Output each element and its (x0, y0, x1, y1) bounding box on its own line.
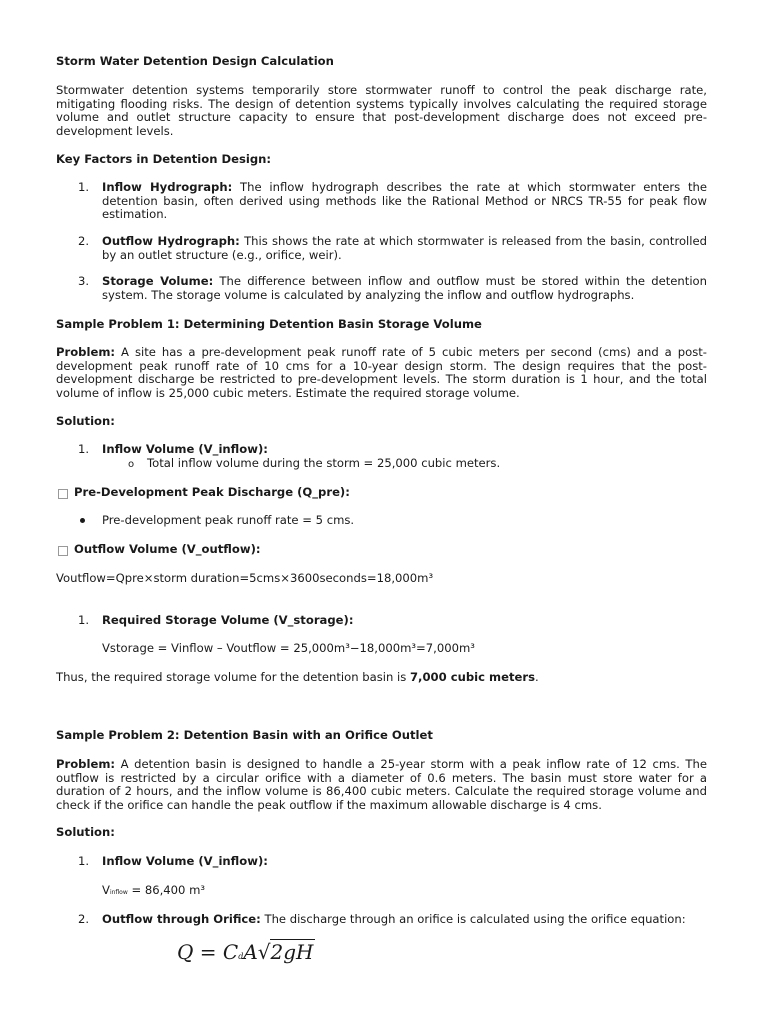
step-detail: Pre-development peak runoff rate = 5 cms. (102, 513, 355, 527)
key-factor-text: This shows the rate at which stormwater is released from the basin, controlled by an outlet structure (e.g., orifice, weir). (102, 234, 707, 262)
problem2-heading: Sample Problem 2: Detention Basin with an Orifice Outlet (56, 728, 433, 742)
step-label: Outflow through Orifice: (102, 912, 261, 926)
document-title: Storm Water Detention Design Calculation (56, 54, 334, 68)
problem-label: Problem: (56, 345, 116, 359)
checkbox-glyph-icon (58, 546, 68, 556)
list-number: 2. (78, 234, 90, 248)
key-factor-item (102, 235, 707, 262)
list-number: 1. (78, 854, 90, 868)
intro-paragraph: Stormwater detention systems temporarily store stormwater runoff to control the peak discharge rate, mitigating flooding risks. The design of detention systems typically involves calculating the required storage volume and outlet structure capacity to ensure that post-development discharge does not exceed pre-development levels. (56, 83, 707, 138)
step-label: Inflow Volume (V_inflow): (102, 854, 268, 868)
orifice-step (102, 913, 707, 927)
outflow-equation: Voutflow=Qpre×storm duration=5cms×3600seconds=18,000m³ (56, 571, 434, 585)
key-factor-label: Inflow Hydrograph: (102, 180, 233, 194)
list-number: 3. (78, 274, 90, 288)
key-factor-item (102, 275, 707, 302)
step-label: Pre-Development Peak Discharge (Q_pre): (74, 485, 350, 499)
key-factors-heading: Key Factors in Detention Design: (56, 152, 272, 166)
checkbox-glyph-icon (58, 489, 68, 499)
problem1-statement (56, 346, 707, 400)
key-factor-label: Storage Volume: (102, 274, 214, 288)
step-label: Outflow Volume (V_outflow): (74, 542, 261, 556)
problem-label: Problem: (56, 757, 116, 771)
step-label: Required Storage Volume (V_storage): (102, 613, 354, 627)
list-number: 1. (78, 180, 90, 194)
step-label: Inflow Volume (V_inflow): (102, 442, 268, 456)
key-factor-text: The inflow hydrograph describes the rate at which stormwater enters the detention basin, often derived using methods like the Rational Method or NRCS TR-55 for peak flow estimation. (102, 180, 707, 222)
problem2-statement (56, 758, 707, 812)
problem-text: A detention basin is designed to handle a 25-year storm with a peak inflow rate of 12 cms. The outflow is restricted by a circular orifice with a diameter of 0.6 meters. The basin must store water for a duration of 2 hours, and the inflow volume is 86,400 cubic meters. Calculate the required storage volume and check if the orifice can handle the peak outflow if the maximum allowable discharge is 4 cms. (56, 757, 707, 812)
list-number: 1. (78, 613, 90, 627)
circle-bullet-icon: o (128, 459, 135, 470)
problem1-heading: Sample Problem 1: Determining Detention Basin Storage Volume (56, 317, 482, 331)
inflow-equation: Vinflow = 86,400 m³ (102, 883, 206, 897)
orifice-formula: Q = CdA√2gH (177, 940, 314, 964)
storage-equation: Vstorage = Vinflow – Voutflow = 25,000m³−18,000m³=7,000m³ (102, 641, 475, 655)
list-number: 1. (78, 442, 90, 456)
list-number: 2. (78, 912, 90, 926)
solution-label: Solution: (56, 825, 115, 839)
step-text: The discharge through an orifice is calculated using the orifice equation: (260, 912, 686, 926)
key-factor-label: Outflow Hydrograph: (102, 234, 240, 248)
solution-label: Solution: (56, 414, 115, 428)
step-detail: Total inflow volume during the storm = 25,000 cubic meters. (147, 456, 501, 470)
problem-text: A site has a pre-development peak runoff rate of 5 cubic meters per second (cms) and a post-development peak runoff rate of 10 cms for a 10-year design storm. The design requires that the post-development discharge be restricted to pre-development levels. The storm duration is 1 hour, and the total volume of inflow is 25,000 cubic meters. Estimate the required storage volume. (56, 345, 707, 400)
problem1-conclusion: Thus, the required storage volume for the detention basin is 7,000 cubic meters. (56, 670, 539, 684)
answer-value: 7,000 cubic meters (409, 670, 535, 684)
key-factor-text: The difference between inflow and outflow must be stored within the detention system. The storage volume is calculated by analyzing the inflow and outflow hydrographs. (102, 274, 707, 302)
bullet-icon (80, 518, 85, 523)
key-factor-item (102, 181, 707, 222)
